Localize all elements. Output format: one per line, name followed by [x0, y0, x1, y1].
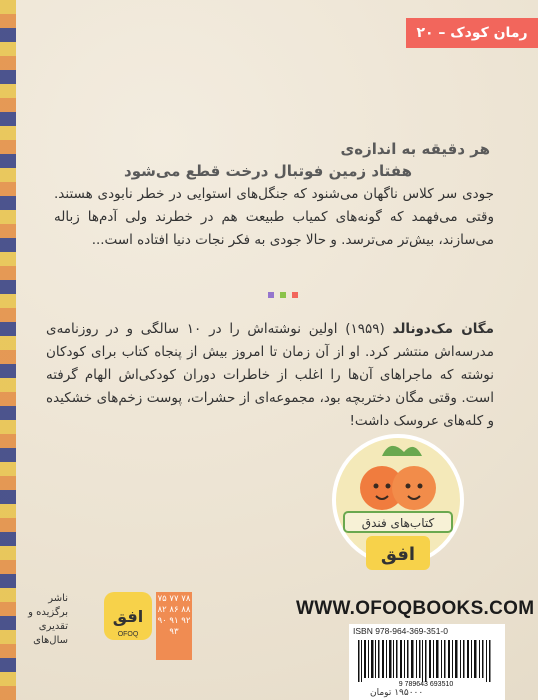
author-name: مگان مک‌دونالد: [392, 321, 495, 337]
publisher-latin: OFOQ: [117, 631, 139, 638]
decor-dot-1: [268, 292, 274, 298]
logo-publisher: افق: [380, 544, 416, 565]
headline: [50, 138, 490, 182]
author-bio: [46, 318, 494, 433]
headline-line2: هفتاد زمین فوتبال درخت قطع می‌شود: [124, 162, 412, 180]
author-bio-text: (۱۹۵۹) اولین نوشته‌اش را در ۱۰ سالگی و در روزنامه‌ی مدرسه‌اش منتشر کرد. او از آن زمان تا امروز بیش از پنجاه کتاب برای کودکان نوشته که ماجراهای آن‌ها را اغلب از خاطرات دوران کودکی‌اش الهام گرفته است. وقتی مگان دختربچه بود، مجموعه‌ای از حشرات، پوست زخم‌های خشکیده و کله‌های عروسک داشت!: [46, 321, 494, 429]
publisher-award-text: ناشر برگزیده و تقدیری سال‌های: [28, 593, 68, 646]
decor-dot-3: [292, 292, 298, 298]
decor-dots: [268, 292, 298, 298]
price-text: ۱۹۵۰۰۰ تومان: [370, 688, 424, 698]
decor-dot-2: [280, 292, 286, 298]
fandogh-logo: [326, 432, 470, 582]
publisher-name: افق: [112, 607, 144, 626]
headline-line1: هر دقیقه به اندازه‌ی: [340, 140, 490, 158]
isbn-text: ISBN 978-964-369-351-0: [353, 626, 448, 636]
blurb-paragraph: جودی سر کلاس ناگهان می‌شنود که جنگل‌های استوایی در خطر نابودی هستند. وقتی می‌فهمد که گونه‌های کمیاب طبیعت هم در خطرند ولی آدم‌ها زباله می‌سازند، بیش‌تر می‌ترسد. و حالا جودی به فکر نجات دنیا افتاده است...: [54, 186, 494, 248]
spine-stripes: [0, 0, 16, 700]
barcode-digits: 9 789643 693510: [398, 681, 454, 686]
barcode: [356, 640, 502, 686]
logo-series-name: کتاب‌های فندق: [361, 516, 435, 530]
series-label: رمان کودک – ۲۰: [406, 18, 538, 48]
website-url[interactable]: WWW.OFOQBOOKS.COM: [296, 598, 535, 619]
award-years: ۷۵ ۷۷ ۷۸ ۸۲ ۸۶ ۸۸ ۹۰ ۹۱ ۹۲ ۹۳: [156, 592, 192, 660]
